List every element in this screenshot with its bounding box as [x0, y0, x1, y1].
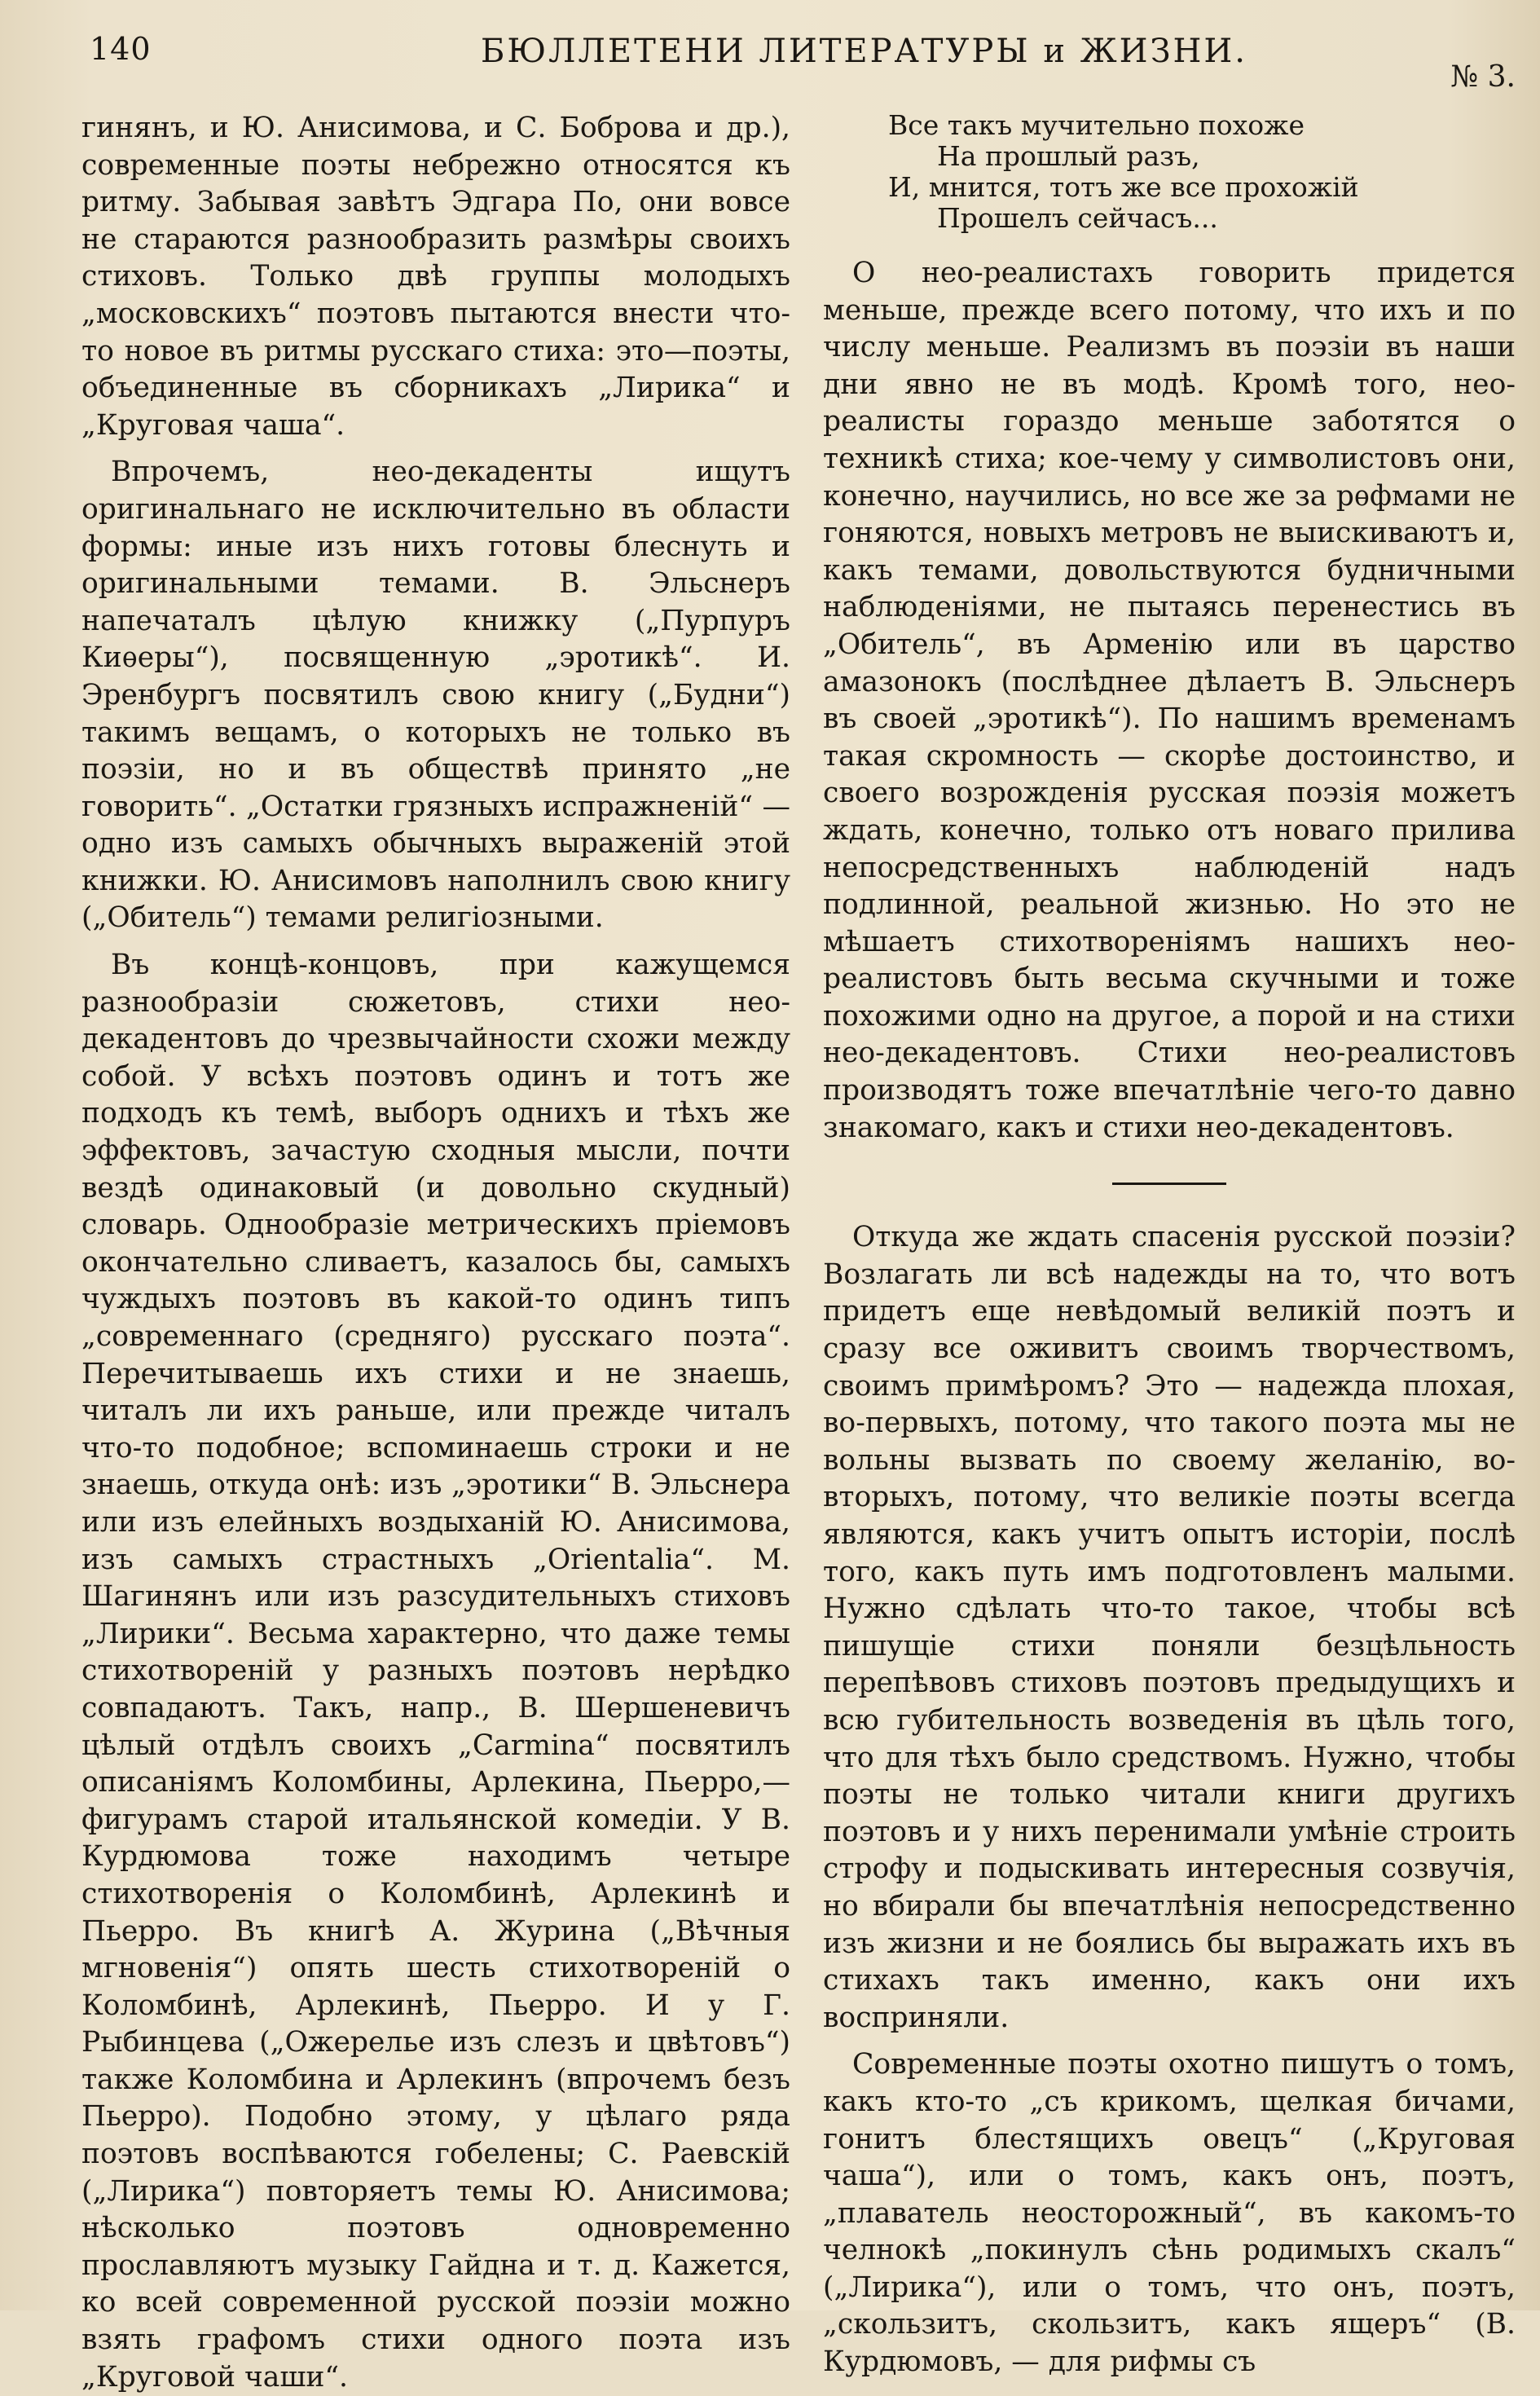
poem-excerpt	[823, 110, 1516, 234]
poem-line: Все такъ мучительно похоже	[888, 109, 1305, 141]
page-header	[81, 24, 1516, 94]
paragraph: О нео-реалистахъ говорить придется меньше, прежде всего потому, что ихъ и по числу меньше. Реализмъ въ поэзіи въ наши дни явно не въ модѣ. Кромѣ того, нео-реалисты гораздо меньше заботятся о техникѣ стиха; кое-чему у символистовъ они, конечно, научились, но все же за рѳфмами не гоняются, новыхъ метровъ не выискиваютъ и, какъ темами, довольствуются будничными наблюденіями, не пытаясь перенестись въ „Обитель“, въ Арменію или въ царство амазонокъ (послѣднее дѣлаетъ В. Эльснеръ въ своей „эротикѣ“). По нашимъ временамъ такая скромность — скорѣе достоинство, и своего возрожденія русская поэзія можетъ ждать, конечно, только отъ новаго прилива непосредственныхъ наблюденій надъ подлинной, реальной жизнью. Но это не мѣшаетъ стихотвореніямъ нашихъ нео-реалистовъ быть весьма скучными и тоже похожими одно на другое, а порой и на стихи нео-декадентовъ. Стихи нео-реалистовъ производятъ тоже впечатлѣніе чего-то давно знакомаго, какъ и стихи нео-декадентовъ.	[823, 257, 1516, 1144]
issue-number: № 3.	[1450, 60, 1516, 94]
paragraph: Впрочемъ, нео-декаденты ищутъ оригинальнаго не исключительно въ области формы: иные изъ нихъ готовы блеснуть и оригинальными темами. В. Эльснеръ напечаталъ цѣлую книжку („Пурпуръ Киѳеры“), посвященную „эротикѣ“. И. Эренбургъ посвятилъ свою книгу („Будни“) такимъ вещамъ, о которыхъ не только въ поэзіи, но и въ обществѣ принято „не говорить“. „Остатки грязныхъ испражненій“ — одно изъ самыхъ обычныхъ выраженій этой книжки. Ю. Анисимовъ наполнилъ свою книгу („Обитель“) темами религіозными.	[81, 456, 790, 935]
paragraph: Современные поэты охотно пишутъ о томъ, какъ кто-то „съ крикомъ, щелкая бичами, гонитъ блестящихъ овецъ“ („Круговая чаша“), или о томъ, какъ онъ, поэтъ, „плаватель неосторожный“, въ какомъ-то челнокѣ „покинулъ сѣнь родимыхъ скалъ“ („Лирика“), или о томъ, что онъ, поэтъ, „скользитъ, скользитъ, какъ ящеръ“ (В. Курдюмовъ, — для рифмы съ	[823, 2048, 1516, 2379]
running-title: БЮЛЛЕТЕНИ ЛИТЕРАТУРЫ и ЖИЗНИ.	[481, 33, 1247, 70]
poem-line: И, мнится, тотъ же все прохожій	[888, 171, 1359, 203]
poem-line: Прошелъ сейчасъ...	[937, 202, 1218, 234]
page-number: 140	[90, 31, 152, 67]
left-column	[81, 110, 790, 2394]
paragraph: Откуда же ждать спасенія русской поэзіи? Возлагать ли всѣ надежды на то, что вотъ придетъ еще невѣдомый великій поэтъ и сразу все оживитъ своимъ творчествомъ, своимъ примѣромъ? Это — надежда плохая, во-первыхъ, потому, что такого поэта мы не вольны вызвать по своему желанію, во-вторыхъ, потому, что великіе поэты всегда являются, какъ учитъ опытъ исторіи, послѣ того, какъ путь имъ подготовленъ малыми. Нужно сдѣлать что-то такое, чтобы всѣ пишущіе стихи поняли безцѣльность перепѣвовъ стиховъ поэтовъ предыдущихъ и всю губительность возведенія въ цѣль того, что для тѣхъ было средствомъ. Нужно, чтобы поэты не только читали книги другихъ поэтовъ и у нихъ перенимали умѣніе строить строфу и подыскивать интересныя созвучія, но вбирали бы впечатлѣнія непосредственно изъ жизни и не боялись бы выражать ихъ въ стихахъ такъ именно, какъ они ихъ восприняли.	[823, 1221, 1516, 2034]
paragraph: гинянъ, и Ю. Анисимова, и С. Боброва и др.), современные поэты небрежно относятся къ ритму. Забывая завѣтъ Эдгара По, они вовсе не стараются разнообразить размѣры своихъ стиховъ. Только двѣ группы молодыхъ „московскихъ“ поэтовъ пытаются внести что-то новое въ ритмы русскаго стиха: это—поэты, объединенные въ сборникахъ „Лирика“ и „Круговая чаша“.	[81, 112, 790, 442]
section-divider	[1112, 1183, 1226, 1185]
poem-line: На прошлый разъ,	[937, 140, 1200, 172]
paragraph: Въ концѣ-концовъ, при кажущемся разнообразіи сюжетовъ, стихи нео-декадентовъ до чрезвычайности схожи между собой. У всѣхъ поэтовъ одинъ и тотъ же подходъ къ темѣ, выборъ однихъ и тѣхъ же эффектовъ, зачастую сходныя мысли, почти вездѣ одинаковый (и довольно скудный) словарь. Однообразіе метрическихъ пріемовъ окончательно сливаетъ, казалось бы, самыхъ чуждыхъ поэтовъ въ какой-то одинъ типъ „современнаго (средняго) русскаго поэта“. Перечитываешь ихъ стихи и не знаешь, читалъ ли ихъ раньше, или прежде читалъ что-то подобное; вспоминаешь строки и не знаешь, откуда онѣ: изъ „эротики“ В. Эльснера или изъ елейныхъ воздыханій Ю. Анисимова, изъ самыхъ страстныхъ „Orientalia“. М. Шагинянъ или изъ разсудительныхъ стиховъ „Лирики“. Весьма характерно, что даже темы стихотвореній у разныхъ поэтовъ нерѣдко совпадаютъ. Такъ, напр., В. Шершеневичъ цѣлый отдѣлъ своихъ „Carmina“ посвятилъ описаніямъ Коломбины, Арлекина, Пьерро,— фигурамъ старой итальянской комедіи. У В. Курдюмова тоже находимъ четыре стихотворенія о Коломбинѣ, Арлекинѣ и Пьерро. Въ книгѣ А. Журина („Вѣчныя мгновенія“) опять шесть стихотвореній о Коломбинѣ, Арлекинѣ, Пьерро. И у Г. Рыбинцева („Ожерелье изъ слезъ и цвѣтовъ“) также Коломбина и Арлекинъ (впрочемъ безъ Пьерро). Подобно этому, у цѣлаго ряда поэтовъ воспѣваются гобелены; С. Раевскій („Лирика“) повторяетъ темы Ю. Анисимова; нѣсколько поэтовъ одновременно прославляютъ музыку Гайдна и т. д. Кажется, ко всей современной русской поэзіи можно взять графомъ стихи одного поэта изъ „Круговой чаши“.	[81, 949, 790, 2394]
right-column	[823, 109, 1516, 2379]
